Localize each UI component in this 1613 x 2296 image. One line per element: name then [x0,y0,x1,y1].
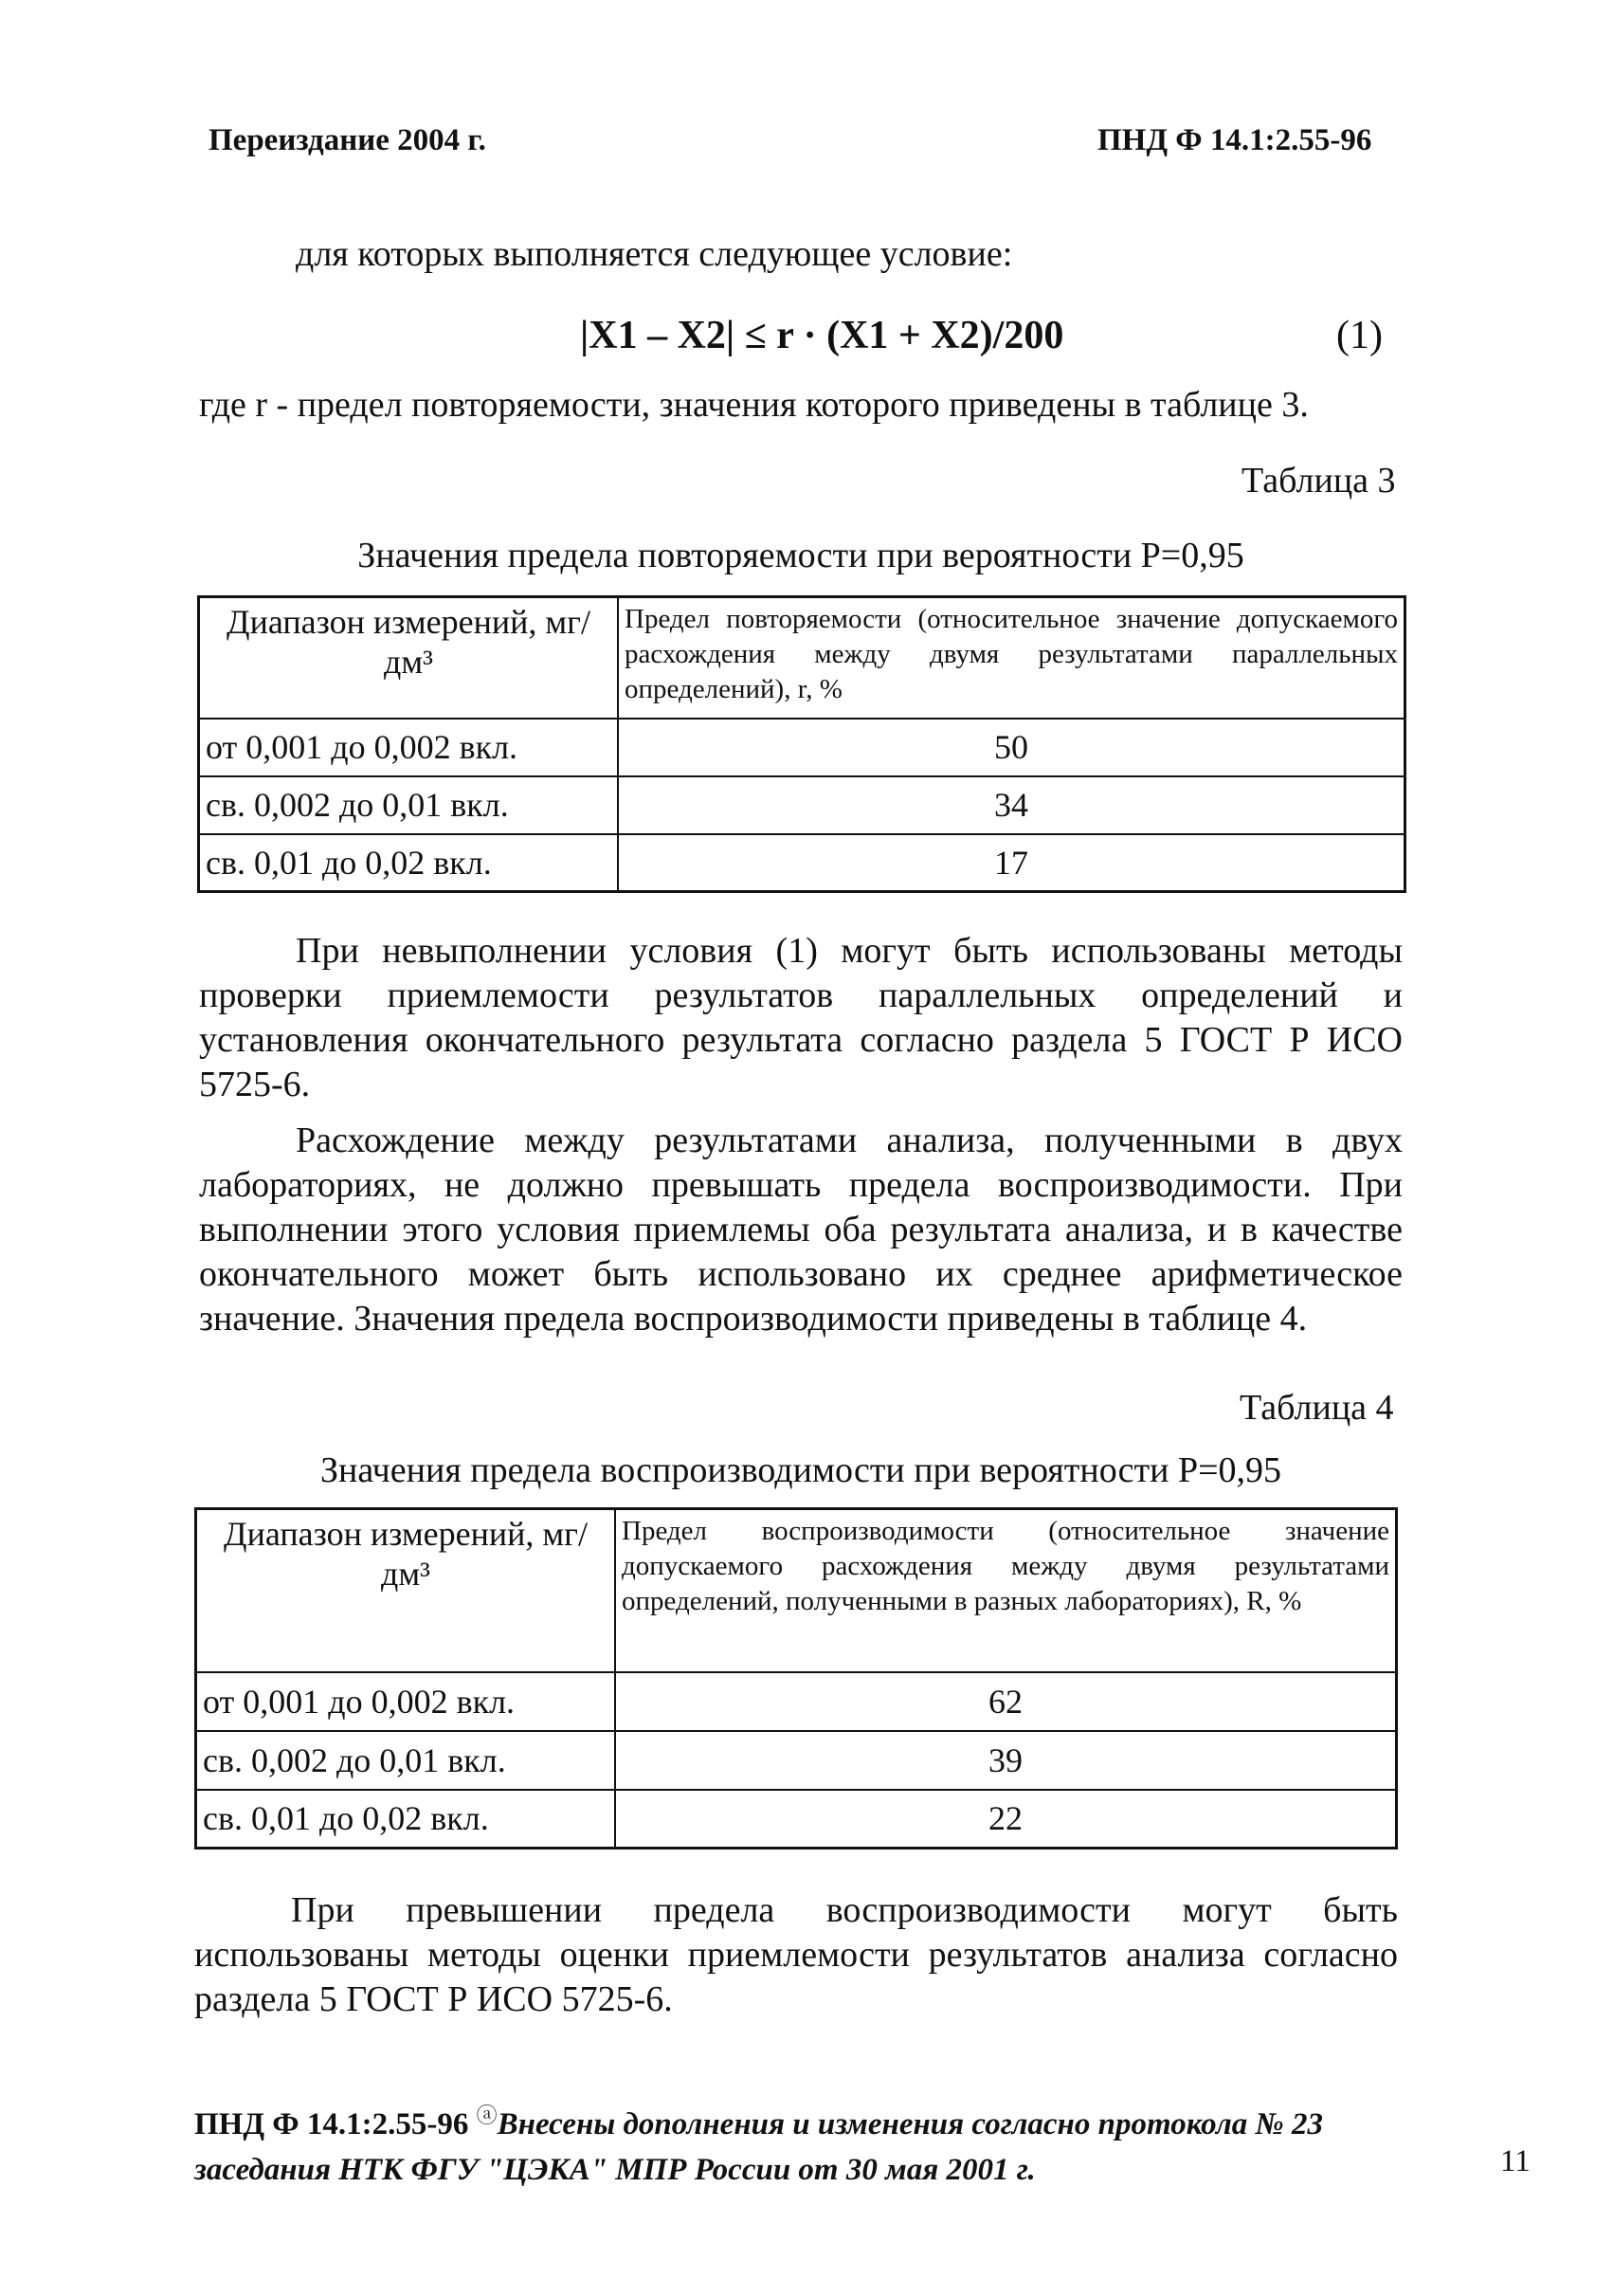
table3-col2-header: Предел повторяемости (относительное значение допускаемого расхождения между двумя результатами параллельных определений), r, % [618,597,1405,719]
header-right: ПНД Ф 14.1:2.55-96 [1097,123,1372,157]
table4-value-cell: 62 [615,1672,1397,1731]
table3-range-cell: св. 0,01 до 0,02 вкл. [199,834,619,892]
table-row [196,1731,1397,1790]
footer-code: ПНД Ф 14.1:2.55-96 [194,2107,469,2141]
table3-label: Таблица 3 [1241,461,1396,501]
table4-col1-header: Диапазон измерений, мг/дм³ [196,1509,616,1672]
table3-range-cell: от 0,001 до 0,002 вкл. [199,719,619,776]
table4-range-cell: св. 0,01 до 0,02 вкл. [196,1790,616,1849]
formula-number: (1) [1336,314,1383,357]
table-row [199,719,1405,776]
table3-value-cell: 50 [618,719,1405,776]
paragraph-1: При невыполнении условия (1) могут быть использованы методы проверки приемлемости результатов параллельных определений и установления окончательного результата согласно раздела 5 ГОСТ Р ИСО 5725-6. [199,931,1403,1104]
table4-header-row [196,1509,1397,1672]
table3 [197,595,1406,893]
table4-col2-header: Предел воспроизводимости (относительное значение допускаемого расхождения между двумя результатами определений, полученными в разных лабораториях), R, % [615,1509,1397,1672]
formula: |X1 – X2| ≤ r · (X1 + X2)/200 [580,314,1064,357]
table4 [194,1507,1398,1850]
table3-caption: Значения предела повторяемости при вероятности P=0,95 [357,536,1244,575]
table3-value-cell: 17 [618,834,1405,892]
footer-amendment-text: Внесены дополнения и изменения согласно протокола № 23 заседания НТК ФГУ "ЦЭКА" МПР России от 30 мая 2001 г. [194,2107,1323,2187]
where-text: где r - предел повторяемости, значения которого приведены в таблице 3. [199,385,1309,425]
table3-range-cell: св. 0,002 до 0,01 вкл. [199,776,619,834]
table4-label: Таблица 4 [1240,1388,1394,1428]
table-row [199,776,1405,834]
table3-value-cell: 34 [618,776,1405,834]
table4-value-cell: 39 [615,1731,1397,1790]
page-number: 11 [1500,2144,1531,2178]
paragraph-3: При превышении предела воспроизводимости могут быть использованы методы оценки приемлемости результатов анализа согласно раздела 5 ГОСТ Р ИСО 5725-6. [194,1890,1398,2019]
table3-header-row [199,597,1405,719]
paragraph-2: Расхождение между результатами анализа, полученными в двух лабораториях, не должно превышать предела воспроизводимости. При выполнении этого условия приемлемы оба результата анализа, и в качестве окончательного может быть использовано их среднее арифметическое значение. Значения предела воспроизводимости приведены в таблице 4. [199,1121,1403,1339]
footer-note [194,2093,1398,2193]
amendment-mark-icon: ⓐ [476,2104,498,2127]
table3-col1-header: Диапазон измерений, мг/дм³ [199,597,619,719]
table4-value-cell: 22 [615,1790,1397,1849]
table-row [196,1790,1397,1849]
table4-range-cell: от 0,001 до 0,002 вкл. [196,1672,616,1731]
table4-caption: Значения предела воспроизводимости при вероятности P=0,95 [319,1450,1282,1490]
intro-text: для которых выполняется следующее условие: [296,234,1013,274]
table4-range-cell: св. 0,002 до 0,01 вкл. [196,1731,616,1790]
header-left: Переиздание 2004 г. [208,123,486,157]
table-row [199,834,1405,892]
table-row [196,1672,1397,1731]
